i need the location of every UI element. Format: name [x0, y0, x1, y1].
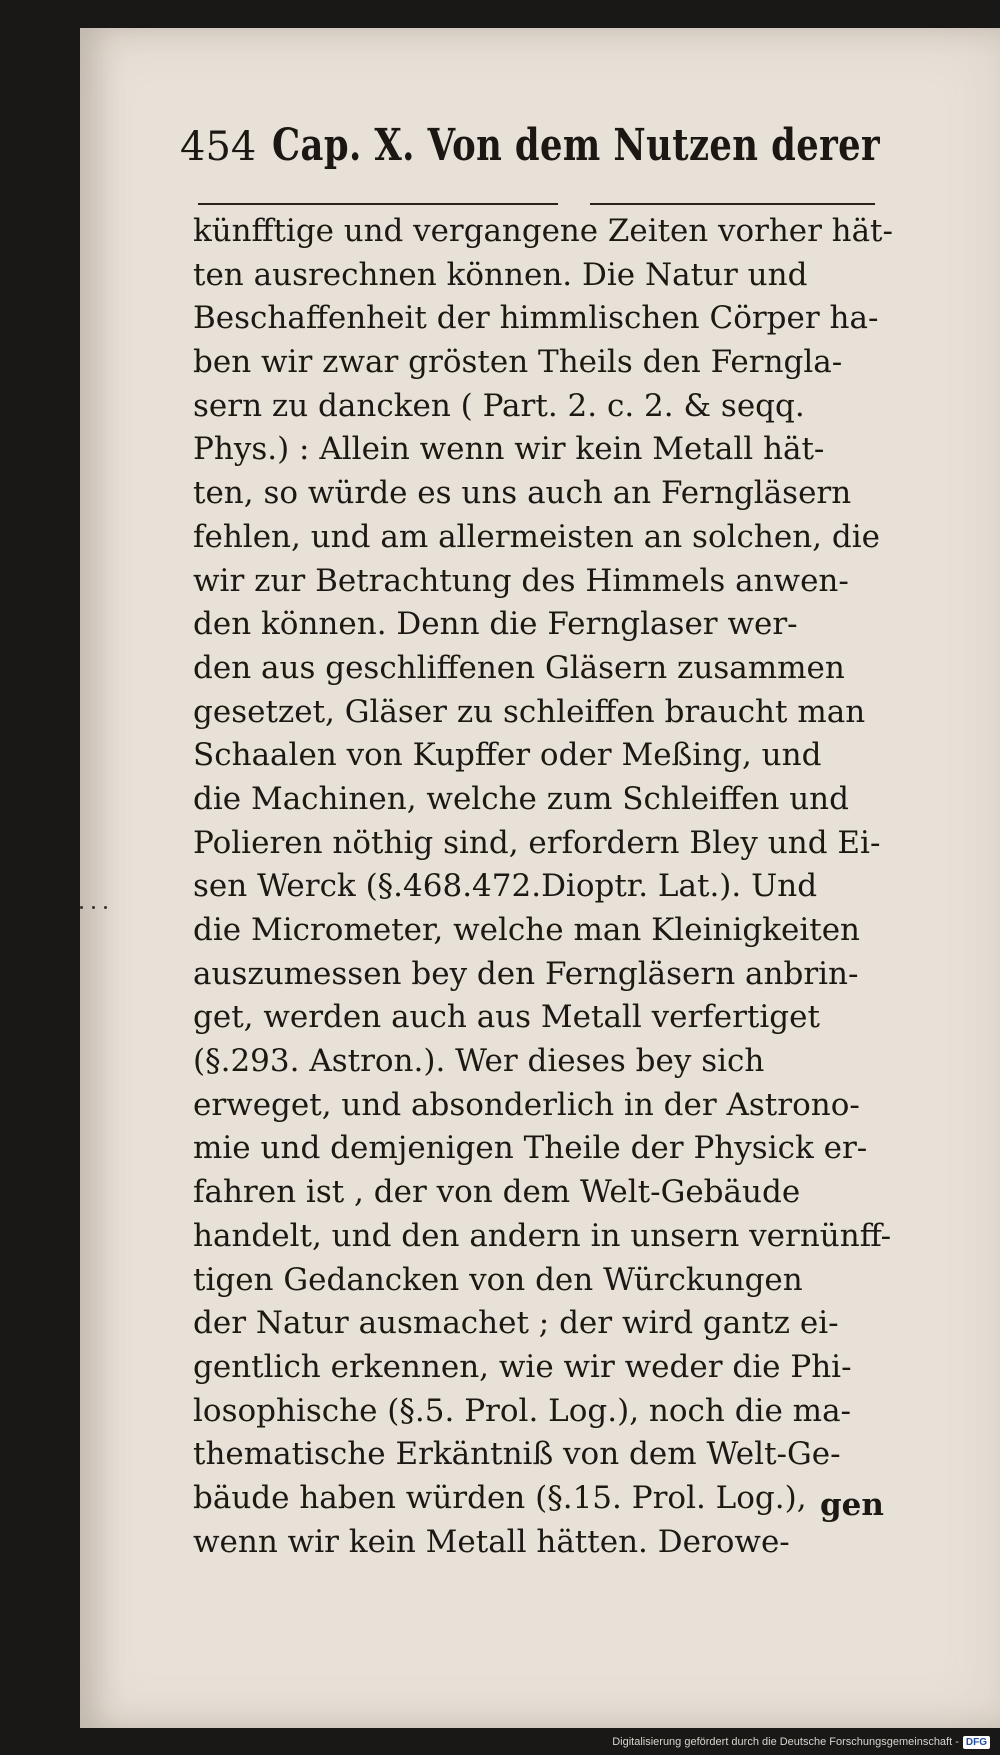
page-number: 454	[180, 124, 257, 170]
text-line: Beschaffenheit der himmlischen Cörper ha-	[193, 300, 879, 337]
credit-text: Digitalisierung gefördert durch die Deutsche Forschungsgemeinschaft -	[612, 1736, 959, 1748]
text-line: fahren ist , der von dem Welt-Gebäude	[193, 1174, 801, 1211]
text-line: die Micrometer, welche man Kleinigkeiten	[193, 912, 861, 948]
text-line: den aus geschliffenen Gläsern zusammen	[193, 649, 845, 686]
text-line: ben wir zwar grösten Theils den Ferngla-	[193, 344, 843, 381]
text-line: gesetzet, Gläser zu schleiffen braucht man	[193, 693, 866, 730]
body-text	[193, 210, 893, 1564]
digitization-credit	[612, 1732, 990, 1752]
header-rule-right	[590, 203, 875, 205]
text-line: losophische (§.5. Prol. Log.), noch die ma-	[193, 1392, 852, 1429]
text-line: ten, so würde es uns auch an Ferngläsern	[193, 475, 852, 512]
header-rule-left	[198, 203, 558, 205]
text-line: thematische Erkäntniß von dem Welt-Ge-	[193, 1436, 841, 1473]
text-line: handelt, und den andern in unsern vernünff-	[193, 1217, 892, 1254]
text-line: (§.293. Astron.). Wer dieses bey sich	[193, 1043, 765, 1080]
text-line: wenn wir kein Metall hätten. Derowe-	[193, 1523, 790, 1560]
text-line: sern zu dancken ( Part. 2. c. 2. & seqq.	[193, 387, 805, 424]
text-line: Polieren nöthig sind, erfordern Bley und Ei-	[193, 824, 881, 861]
text-line: gentlich erkennen, wie wir weder die Phi-	[193, 1348, 852, 1385]
text-line: die Machinen, welche zum Schleiffen und	[193, 780, 849, 817]
text-line: bäude haben würden (§.15. Prol. Log.),	[193, 1479, 807, 1516]
text-line: get, werden auch aus Metall verfertiget	[193, 999, 820, 1036]
text-line: mie und demjenigen Theile der Physick er-	[193, 1130, 868, 1167]
text-line: auszumessen bey den Ferngläsern anbrin-	[193, 955, 859, 992]
text-line: künfftige und vergangene Zeiten vorher hät-	[193, 213, 893, 249]
margin-mark	[104, 906, 107, 909]
catchword: gen	[820, 1487, 884, 1523]
text-line: Phys.) : Allein wenn wir kein Metall hät-	[193, 431, 825, 468]
text-line: der Natur ausmachet ; der wird gantz ei-	[193, 1305, 839, 1342]
text-line: erweget, und absonderlich in der Astrono-	[193, 1086, 860, 1123]
text-line: den können. Denn die Fernglaser wer-	[193, 606, 798, 643]
text-line: ten ausrechnen können. Die Natur und	[193, 256, 808, 293]
text-line: Schaalen von Kupffer oder Meßing, und	[193, 737, 822, 774]
margin-mark	[92, 906, 95, 909]
text-line: wir zur Betrachtung des Himmels anwen-	[193, 562, 849, 599]
text-line: sen Werck (§.468.472.Dioptr. Lat.). Und	[193, 868, 818, 905]
text-line: tigen Gedancken von den Würckungen	[193, 1261, 803, 1298]
page-header	[180, 120, 880, 200]
margin-mark	[80, 906, 83, 909]
dfg-logo: DFG	[963, 1736, 990, 1749]
text-line: fehlen, und am allermeisten an solchen, die	[193, 518, 880, 555]
running-head: Cap. X. Von dem Nutzen derer	[272, 120, 881, 171]
